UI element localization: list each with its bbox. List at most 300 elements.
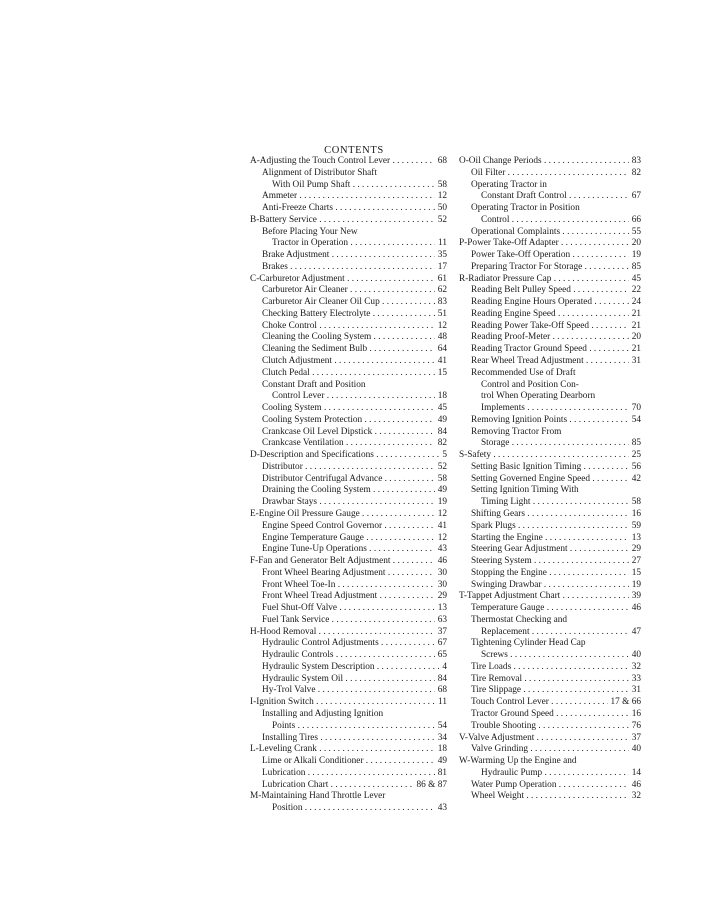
entry-label: Reading Power Take-Off Speed . . .	[471, 321, 629, 333]
contents-entry	[459, 344, 641, 356]
contents-entry	[459, 274, 641, 286]
entry-label: Trouble Shooting . . .	[471, 721, 629, 733]
contents-entry	[459, 156, 641, 168]
contents-entry	[459, 297, 641, 309]
contents-entry	[459, 544, 641, 556]
entry-label: Rear Wheel Tread Adjustment . . .	[471, 356, 629, 368]
contents-entry	[459, 474, 641, 486]
contents-entry	[250, 227, 447, 239]
contents-entry	[459, 438, 641, 450]
entry-page-number: 19	[437, 497, 447, 508]
entry-page-number: 49	[437, 485, 447, 496]
entry-page-number: 85	[631, 261, 641, 272]
entry-label: Control . . .	[481, 215, 629, 227]
contents-entry	[250, 380, 447, 392]
entry-label: Replacement . . .	[481, 627, 629, 639]
entry-label: Installing and Adjusting Ignition	[262, 708, 384, 719]
contents-entry	[459, 721, 641, 733]
entry-page-number: 31	[631, 685, 641, 696]
entry-page-number: 84	[437, 426, 447, 437]
entry-page-number: 39	[631, 591, 641, 602]
entry-page-number: 30	[437, 579, 447, 590]
entry-page-number: 22	[631, 285, 641, 296]
contents-entry	[250, 568, 447, 580]
entry-label: Tractor in Operation . . .	[272, 238, 435, 250]
entry-page-number: 43	[437, 803, 447, 814]
contents-entry	[250, 215, 447, 227]
entry-label: Temperature Gauge . . .	[471, 603, 629, 615]
contents-right-column	[459, 156, 641, 803]
entry-label: Drawbar Stays . . .	[262, 497, 435, 509]
entry-label: Hydraulic Pump . . .	[481, 768, 629, 780]
entry-label: Operating Tractor in	[471, 179, 547, 190]
entry-label: Swinging Drawbar . . .	[471, 580, 629, 592]
entry-label: Thermostat Checking and	[471, 614, 568, 625]
contents-entry	[250, 332, 447, 344]
entry-label: Tire Slippage . . .	[471, 685, 629, 697]
contents-entry	[459, 568, 641, 580]
contents-entry	[250, 533, 447, 545]
entry-label: Lubrication Chart . . .	[262, 780, 414, 792]
contents-entry	[250, 321, 447, 333]
entry-label: Reading Engine Hours Operated . . .	[471, 297, 629, 309]
entry-label: Points . . .	[272, 721, 435, 733]
contents-entry	[250, 450, 447, 462]
contents-entry	[459, 497, 641, 509]
entry-page-number: 24	[631, 297, 641, 308]
contents-entry	[250, 638, 447, 650]
entry-label: Cleaning the Cooling System . . .	[262, 332, 435, 344]
entry-label: Oil Filter . . .	[471, 168, 629, 180]
contents-entry	[250, 262, 447, 274]
entry-page-number: 4	[442, 661, 447, 672]
entry-page-number: 58	[437, 179, 447, 190]
contents-entry	[459, 615, 641, 627]
contents-entry	[459, 462, 641, 474]
contents-entry	[250, 168, 447, 180]
contents-entry	[459, 521, 641, 533]
entry-label: Front Wheel Tread Adjustment . . .	[262, 591, 435, 603]
contents-entry	[459, 556, 641, 568]
entry-label: Front Wheel Toe-In . . .	[262, 580, 435, 592]
entry-label: Hydraulic Controls . . .	[262, 650, 435, 662]
contents-entry	[459, 309, 641, 321]
entry-label: Hydraulic System Description . . .	[262, 662, 439, 674]
entry-page-number: 20	[631, 238, 641, 249]
entry-label: Control Lever . . .	[272, 391, 435, 403]
entry-label: Distributor . . .	[262, 462, 435, 474]
contents-entry	[250, 156, 447, 168]
entry-page-number: 67	[631, 191, 641, 202]
entry-label: Crankcase Oil Level Dipstick . . .	[262, 427, 435, 439]
entry-page-number: 13	[437, 603, 447, 614]
entry-label: Ammeter . . .	[262, 191, 435, 203]
entry-label: L-Leveling Crank . . .	[250, 744, 435, 756]
contents-entry	[459, 603, 641, 615]
entry-label: Hydraulic System Oil . . .	[262, 674, 435, 686]
entry-page-number: 85	[631, 438, 641, 449]
entry-page-number: 18	[437, 744, 447, 755]
entry-label: Storage . . .	[481, 438, 629, 450]
entry-page-number: 18	[437, 391, 447, 402]
contents-entry	[250, 803, 447, 815]
entry-page-number: 86 & 87	[416, 779, 447, 790]
entry-page-number: 11	[438, 697, 447, 708]
entry-label: Setting Ignition Timing With	[471, 485, 579, 496]
contents-entry	[250, 356, 447, 368]
entry-page-number: 13	[631, 532, 641, 543]
contents-entry	[250, 791, 447, 803]
entry-label: D-Description and Specifications . . .	[250, 450, 439, 462]
entry-label: Reading Belt Pulley Speed . . .	[471, 285, 629, 297]
contents-entry	[459, 427, 641, 439]
contents-entry	[459, 756, 641, 768]
entry-page-number: 49	[437, 756, 447, 767]
entry-label: Removing Ignition Points . . .	[471, 415, 629, 427]
contents-entry	[459, 356, 641, 368]
contents-entry	[459, 768, 641, 780]
entry-label: Installing Tires . . .	[262, 733, 435, 745]
entry-label: Steering System . . .	[471, 556, 629, 568]
entry-page-number: 70	[631, 403, 641, 414]
contents-entry	[459, 744, 641, 756]
entry-label: Constant Draft Control . . .	[481, 191, 629, 203]
contents-entry	[250, 297, 447, 309]
contents-entry	[250, 662, 447, 674]
entry-page-number: 82	[631, 167, 641, 178]
entry-page-number: 83	[437, 297, 447, 308]
contents-entry	[250, 733, 447, 745]
entry-label: R-Radiator Pressure Cap . . .	[459, 274, 629, 286]
entry-label: Cooling System Protection . . .	[262, 415, 435, 427]
entry-page-number: 20	[631, 332, 641, 343]
contents-entry	[250, 250, 447, 262]
contents-entry	[459, 591, 641, 603]
entry-label: C-Carburetor Adjustment . . .	[250, 274, 435, 286]
contents-entry	[250, 544, 447, 556]
entry-page-number: 17	[437, 261, 447, 272]
contents-entry	[250, 556, 447, 568]
entry-label: Setting Governed Engine Speed . . .	[471, 474, 629, 486]
contents-entry	[459, 168, 641, 180]
entry-page-number: 43	[437, 544, 447, 555]
entry-page-number: 65	[437, 650, 447, 661]
entry-label: S-Safety . . .	[459, 450, 629, 462]
contents-entry	[250, 191, 447, 203]
entry-label: Implements . . .	[481, 403, 629, 415]
contents-entry	[250, 274, 447, 286]
contents-entry	[459, 485, 641, 497]
entry-label: W-Warming Up the Engine and	[459, 756, 577, 767]
entry-page-number: 45	[437, 403, 447, 414]
entry-page-number: 19	[631, 250, 641, 261]
contents-entry	[250, 180, 447, 192]
contents-entry	[459, 203, 641, 215]
entry-label: Crankcase Ventilation . . .	[262, 438, 435, 450]
entry-page-number: 16	[631, 708, 641, 719]
contents-entry	[459, 262, 641, 274]
entry-label: H-Hood Removal . . .	[250, 627, 435, 639]
entry-page-number: 12	[437, 532, 447, 543]
contents-entry	[459, 674, 641, 686]
entry-page-number: 21	[631, 308, 641, 319]
contents-entry	[459, 709, 641, 721]
entry-page-number: 61	[437, 273, 447, 284]
contents-entry	[250, 721, 447, 733]
entry-label: Engine Speed Control Governor . . .	[262, 521, 435, 533]
contents-entry	[250, 709, 447, 721]
entry-page-number: 31	[631, 356, 641, 367]
entry-page-number: 76	[631, 720, 641, 731]
entry-label: Reading Proof-Meter . . .	[471, 332, 629, 344]
entry-label: Lime or Alkali Conditioner . . .	[262, 756, 435, 768]
contents-entry	[459, 227, 641, 239]
entry-label: Cooling System . . .	[262, 403, 435, 415]
entry-label: Operational Complaints . . .	[471, 227, 629, 239]
entry-page-number: 46	[437, 556, 447, 567]
entry-label: Alignment of Distributor Shaft	[262, 167, 377, 178]
contents-entry	[250, 509, 447, 521]
contents-entry	[250, 497, 447, 509]
entry-label: Before Placing Your New	[262, 226, 358, 237]
entry-label: Power Take-Off Operation . . .	[471, 250, 629, 262]
entry-label: Wheel Weight . . .	[471, 791, 629, 803]
entry-label: Starting the Engine . . .	[471, 533, 629, 545]
entry-label: Hydraulic Control Adjustments . . .	[262, 638, 435, 650]
contents-entry	[459, 733, 641, 745]
entry-label: With Oil Pump Shaft . . .	[272, 180, 435, 192]
entry-label: Touch Control Lever . . .	[471, 697, 608, 709]
contents-entry	[250, 756, 447, 768]
entry-label: Shifting Gears . . .	[471, 509, 629, 521]
entry-label: Clutch Pedal . . .	[262, 368, 435, 380]
entry-page-number: 68	[437, 685, 447, 696]
contents-entry	[459, 368, 641, 380]
entry-page-number: 19	[631, 579, 641, 590]
entry-page-number: 21	[631, 320, 641, 331]
contents-entry	[250, 674, 447, 686]
contents-entry	[250, 780, 447, 792]
entry-page-number: 58	[631, 497, 641, 508]
contents-entry	[250, 697, 447, 709]
entry-page-number: 32	[631, 791, 641, 802]
contents-entry	[250, 744, 447, 756]
entry-label: F-Fan and Generator Belt Adjustment . . .	[250, 556, 435, 568]
entry-page-number: 62	[437, 285, 447, 296]
entry-page-number: 32	[631, 661, 641, 672]
entry-page-number: 34	[437, 732, 447, 743]
contents-entry	[459, 627, 641, 639]
entry-page-number: 42	[631, 473, 641, 484]
contents-entry	[250, 344, 447, 356]
entry-page-number: 63	[437, 614, 447, 625]
entry-label: O-Oil Change Periods . . .	[459, 156, 629, 168]
entry-page-number: 40	[631, 744, 641, 755]
contents-entry	[250, 768, 447, 780]
entry-label: T-Tappet Adjustment Chart . . .	[459, 591, 629, 603]
entry-label: B-Battery Service . . .	[250, 215, 435, 227]
contents-left-column	[250, 156, 447, 815]
contents-entry	[250, 650, 447, 662]
entry-label: Valve Grinding . . .	[471, 744, 629, 756]
entry-label: Hy-Trol Valve . . .	[262, 685, 435, 697]
contents-entry	[459, 215, 641, 227]
entry-page-number: 37	[437, 626, 447, 637]
contents-entry	[459, 685, 641, 697]
entry-label: Reading Engine Speed . . .	[471, 309, 629, 321]
entry-page-number: 52	[437, 461, 447, 472]
entry-label: P-Power Take-Off Adapter . . .	[459, 238, 629, 250]
entry-label: Timing Light . . .	[481, 497, 629, 509]
contents-entry	[459, 580, 641, 592]
entry-page-number: 11	[438, 238, 447, 249]
contents-entry	[250, 285, 447, 297]
entry-page-number: 33	[631, 673, 641, 684]
contents-entry	[250, 591, 447, 603]
contents-entry	[250, 485, 447, 497]
contents-entry	[459, 509, 641, 521]
entry-page-number: 12	[437, 320, 447, 331]
entry-page-number: 30	[437, 567, 447, 578]
entry-label: Cleaning the Sediment Bulb . . .	[262, 344, 435, 356]
entry-page-number: 50	[437, 203, 447, 214]
entry-page-number: 59	[631, 520, 641, 531]
entry-page-number: 5	[442, 450, 447, 461]
contents-entry	[459, 238, 641, 250]
entry-label: Constant Draft and Position	[262, 379, 366, 390]
entry-label: Removing Tractor From	[471, 426, 562, 437]
entry-label: Reading Tractor Ground Speed . . .	[471, 344, 629, 356]
entry-page-number: 12	[437, 191, 447, 202]
entry-label: Brake Adjustment . . .	[262, 250, 435, 262]
entry-page-number: 15	[437, 367, 447, 378]
entry-page-number: 54	[631, 414, 641, 425]
contents-entry	[459, 662, 641, 674]
entry-page-number: 56	[631, 461, 641, 472]
entry-label: Stopping the Engine . . .	[471, 568, 629, 580]
entry-label: Front Wheel Bearing Adjustment . . .	[262, 568, 435, 580]
contents-entry	[250, 403, 447, 415]
contents-entry	[459, 191, 641, 203]
entry-page-number: 48	[437, 332, 447, 343]
entry-label: Engine Tune-Up Operations . . .	[262, 544, 435, 556]
entry-label: Carburetor Air Cleaner . . .	[262, 285, 435, 297]
entry-label: Recommended Use of Draft	[471, 367, 576, 378]
contents-entry	[250, 238, 447, 250]
contents-entry	[459, 650, 641, 662]
entry-label: Fuel Tank Service . . .	[262, 615, 435, 627]
contents-entry	[459, 403, 641, 415]
entry-label: Tractor Ground Speed . . .	[471, 709, 629, 721]
entry-label: Spark Plugs . . .	[471, 521, 629, 533]
contents-entry	[250, 415, 447, 427]
entry-page-number: 68	[437, 156, 447, 166]
entry-page-number: 25	[631, 450, 641, 461]
entry-label: E-Engine Oil Pressure Gauge . . .	[250, 509, 435, 521]
entry-label: Fuel Shut-Off Valve . . .	[262, 603, 435, 615]
entry-label: Steering Gear Adjustment . . .	[471, 544, 629, 556]
contents-entry	[250, 685, 447, 697]
entry-page-number: 67	[437, 638, 447, 649]
contents-entry	[250, 438, 447, 450]
entry-page-number: 29	[631, 544, 641, 555]
page-title: CONTENTS	[324, 145, 384, 156]
contents-entry	[459, 391, 641, 403]
contents-entry	[250, 203, 447, 215]
entry-page-number: 51	[437, 308, 447, 319]
entry-page-number: 55	[631, 226, 641, 237]
entry-label: Setting Basic Ignition Timing . . .	[471, 462, 629, 474]
entry-label: Brakes . . .	[262, 262, 435, 274]
entry-label: Anti-Freeze Charts . . .	[262, 203, 435, 215]
contents-entry	[459, 638, 641, 650]
entry-label: Tire Loads . . .	[471, 662, 629, 674]
contents-entry	[250, 521, 447, 533]
entry-page-number: 14	[631, 767, 641, 778]
contents-entry	[459, 791, 641, 803]
entry-label: A-Adjusting the Touch Control Lever . . .	[250, 156, 435, 168]
entry-label: I-Ignition Switch . . .	[250, 697, 435, 709]
entry-page-number: 58	[437, 473, 447, 484]
contents-entry	[459, 380, 641, 392]
entry-page-number: 83	[631, 156, 641, 166]
entry-page-number: 64	[437, 344, 447, 355]
entry-page-number: 29	[437, 591, 447, 602]
entry-label: Draining the Cooling System . . .	[262, 485, 435, 497]
entry-page-number: 52	[437, 214, 447, 225]
entry-page-number: 35	[437, 250, 447, 261]
entry-page-number: 37	[631, 732, 641, 743]
entry-label: M-Maintaining Hand Throttle Lever	[250, 791, 386, 802]
entry-page-number: 12	[437, 508, 447, 519]
entry-label: Distributor Centrifugal Advance . . .	[262, 474, 435, 486]
entry-label: Water Pump Operation . . .	[471, 780, 629, 792]
contents-entry	[250, 627, 447, 639]
entry-page-number: 46	[631, 603, 641, 614]
contents-entry	[250, 391, 447, 403]
contents-entry	[459, 533, 641, 545]
entry-label: Checking Battery Electrolyte . . .	[262, 309, 435, 321]
entry-page-number: 17 & 66	[610, 697, 641, 708]
contents-entry	[459, 250, 641, 262]
contents-entry	[250, 462, 447, 474]
contents-entry	[459, 450, 641, 462]
contents-entry	[250, 368, 447, 380]
entry-label: Operating Tractor in Position	[471, 203, 580, 214]
entry-label: Clutch Adjustment . . .	[262, 356, 435, 368]
entry-page-number: 41	[437, 356, 447, 367]
entry-page-number: 41	[437, 520, 447, 531]
entry-label: Engine Temperature Gauge . . .	[262, 533, 435, 545]
entry-page-number: 66	[631, 214, 641, 225]
contents-entry	[250, 615, 447, 627]
entry-page-number: 84	[437, 673, 447, 684]
entry-label: Preparing Tractor For Storage . . .	[471, 262, 629, 274]
contents-entry	[459, 780, 641, 792]
entry-page-number: 21	[631, 344, 641, 355]
entry-page-number: 47	[631, 626, 641, 637]
entry-page-number: 27	[631, 556, 641, 567]
entry-page-number: 81	[437, 767, 447, 778]
entry-page-number: 54	[437, 720, 447, 731]
entry-label: Carburetor Air Cleaner Oil Cup . . .	[262, 297, 435, 309]
entry-label: trol When Operating Dearborn	[481, 391, 596, 402]
entry-page-number: 46	[631, 779, 641, 790]
contents-entry	[459, 180, 641, 192]
entry-page-number: 16	[631, 508, 641, 519]
entry-page-number: 82	[437, 438, 447, 449]
contents-entry	[459, 415, 641, 427]
